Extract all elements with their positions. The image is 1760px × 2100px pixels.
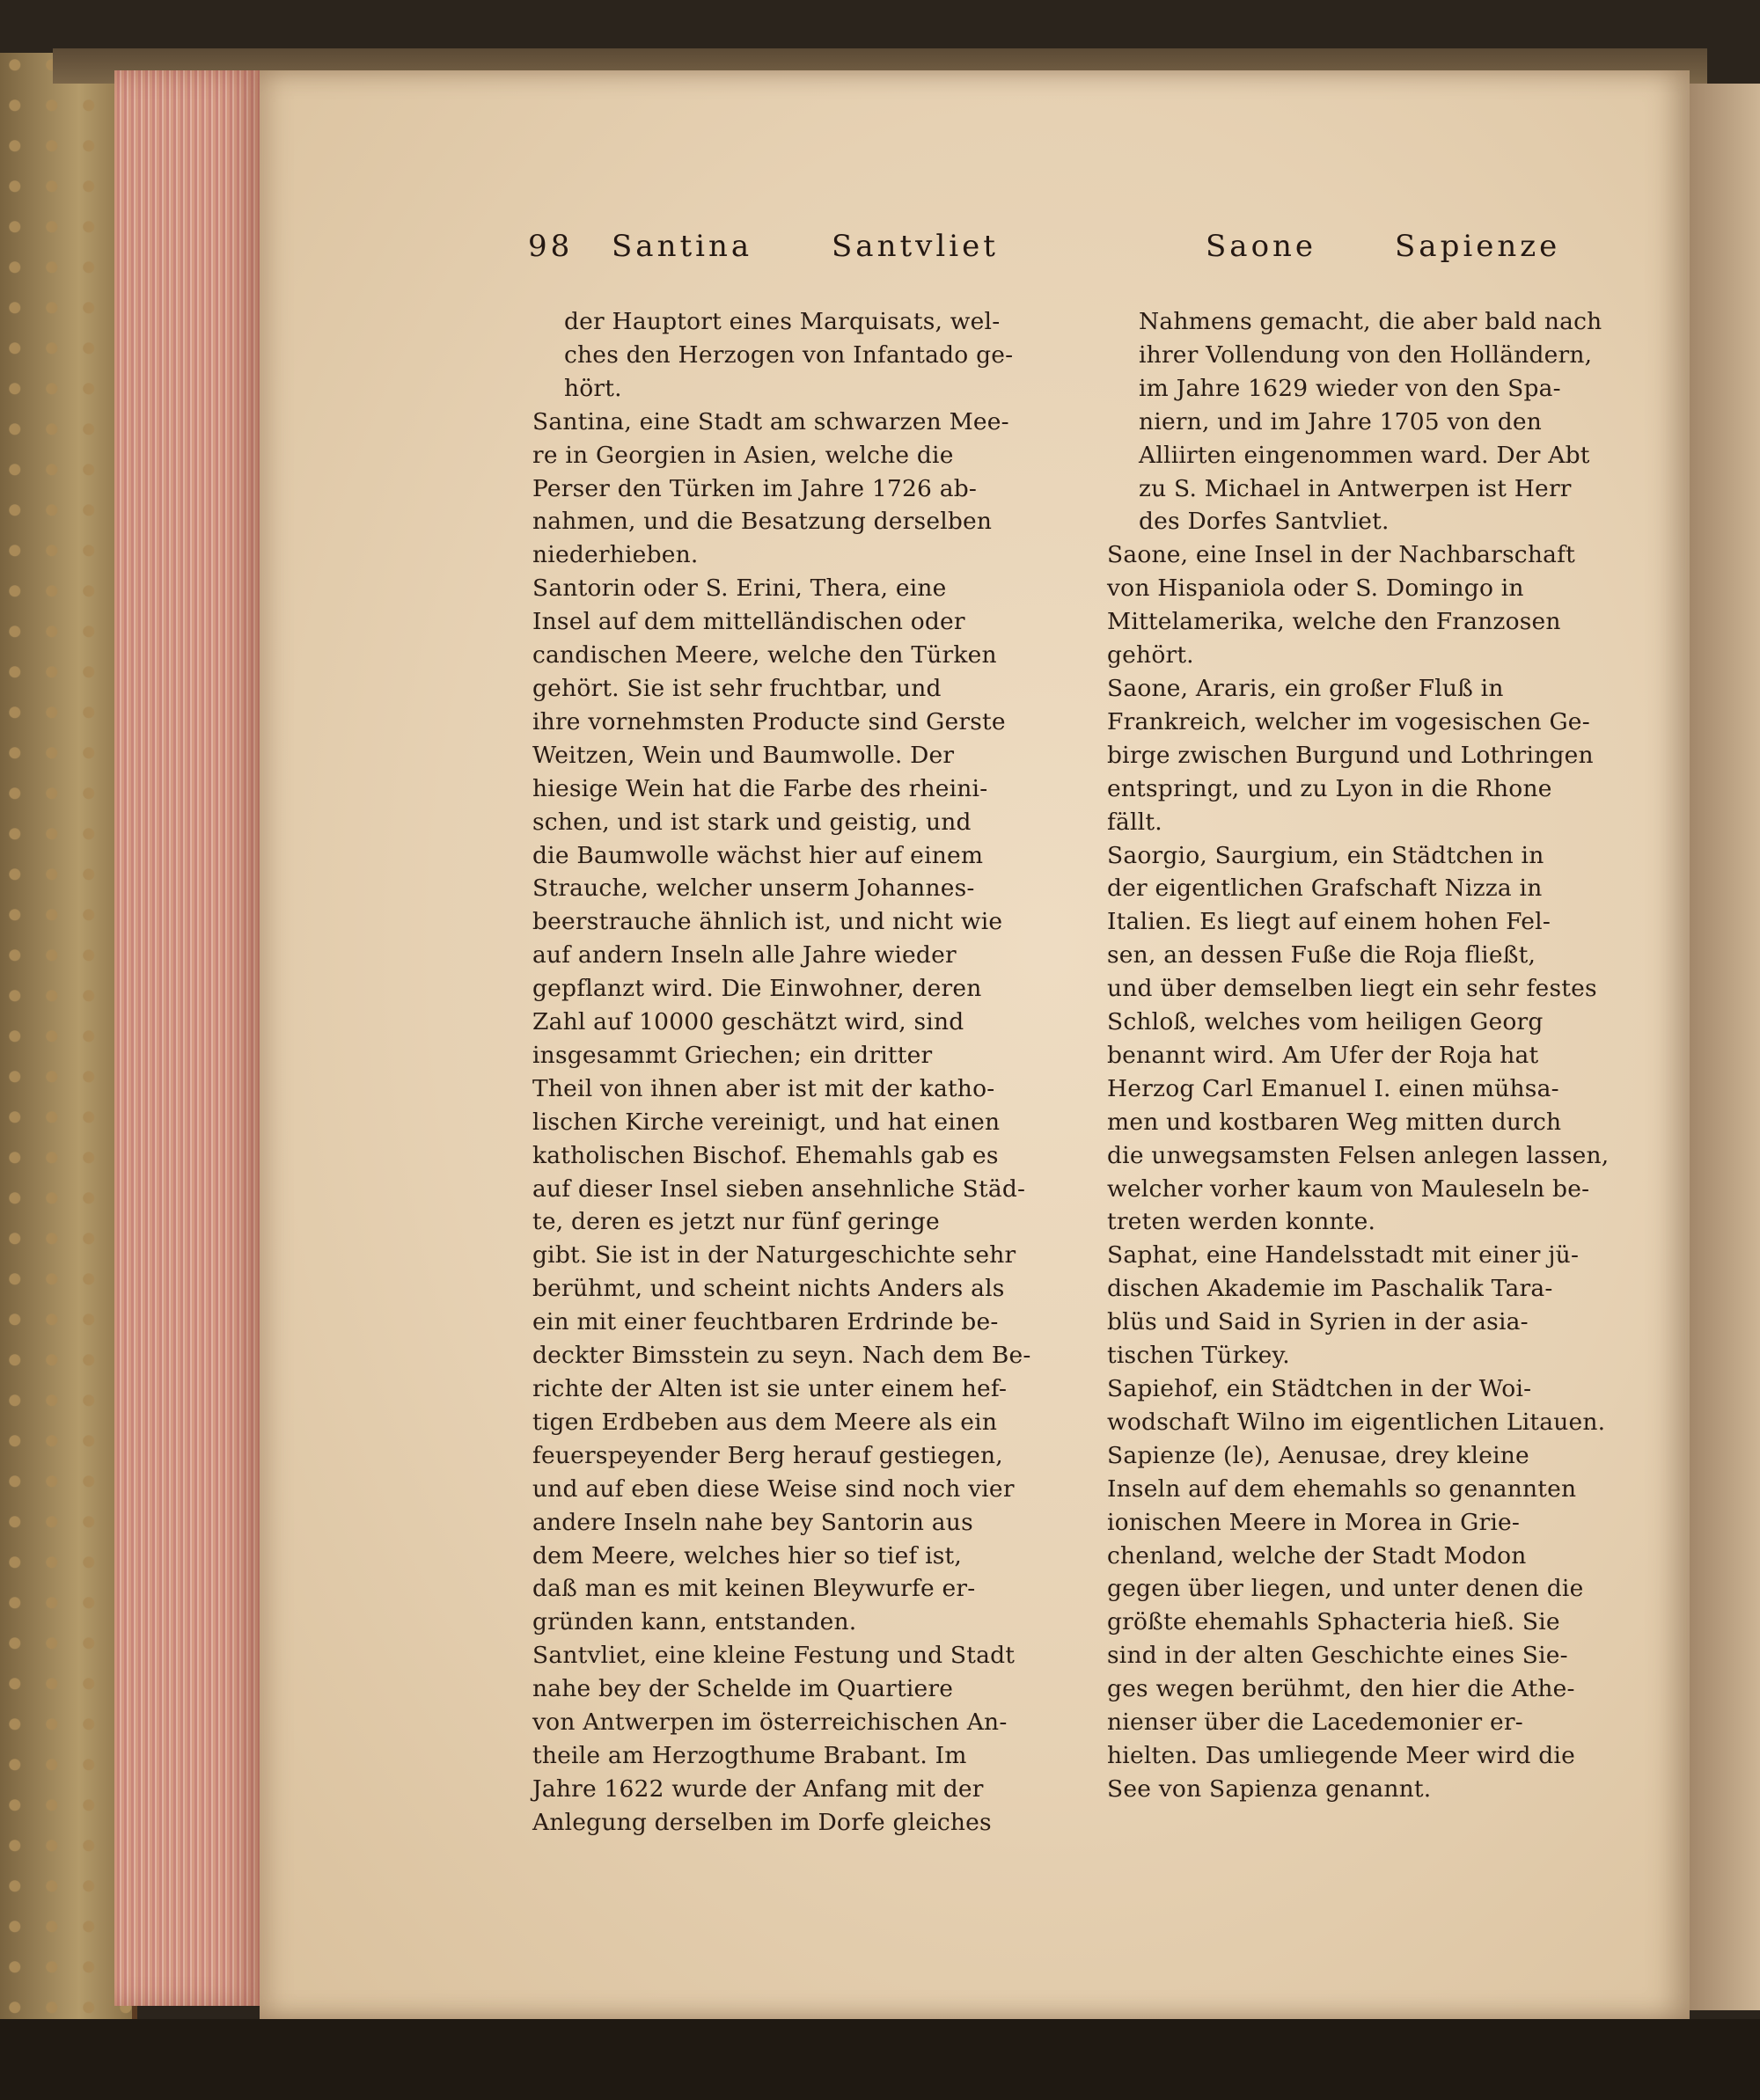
dictionary-entry <box>1107 305 1648 538</box>
right-guide-word-1: Saone <box>1206 229 1317 264</box>
text-line: des Dorfes Santvliet. <box>1139 508 1390 536</box>
text-line: Saorgio, Saurgium, ein Städtchen in <box>1107 841 1544 869</box>
dictionary-entry <box>1107 538 1648 672</box>
text-line: ein mit einer feuchtbaren Erdrinde be- <box>532 1308 999 1336</box>
text-line: fällt. <box>1107 808 1162 836</box>
text-line: te, deren es jetzt nur fünf geringe <box>532 1208 940 1236</box>
text-line: nahe bey der Schelde im Quartiere <box>532 1675 954 1703</box>
text-line: auf dieser Insel sieben ansehnliche Städ- <box>532 1174 1026 1203</box>
text-line: daß man es mit keinen Bleywurfe er- <box>532 1575 976 1603</box>
text-line: gepflanzt wird. Die Einwohner, deren <box>532 975 982 1003</box>
text-line: Frankreich, welcher im vogesischen Ge- <box>1107 707 1590 735</box>
text-column-left <box>532 305 1096 1840</box>
text-line: entspringt, und zu Lyon in die Rhone <box>1107 774 1552 802</box>
text-line: deckter Bimsstein zu seyn. Nach dem Be- <box>532 1342 1031 1370</box>
text-line: die Baumwolle wächst hier auf einem <box>532 841 984 869</box>
left-guide-word-2: Santvliet <box>832 229 999 264</box>
text-line: der eigentlichen Grafschaft Nizza in <box>1107 874 1543 903</box>
text-line: Weitzen, Wein und Baumwolle. Der <box>532 741 955 769</box>
dictionary-entry <box>532 1639 1096 1839</box>
text-line: richte der Alten ist sie unter einem hef- <box>532 1375 1008 1402</box>
text-line: gründen kann, entstanden. <box>532 1608 857 1636</box>
text-line: benannt wird. Am Ufer der Roja hat <box>1107 1041 1539 1069</box>
text-line: Inseln auf dem ehemahls so genannten <box>1107 1474 1577 1503</box>
text-line: von Hispaniola oder S. Domingo in <box>1107 574 1524 603</box>
text-line: ges wegen berühmt, den hier die Athe- <box>1107 1675 1575 1703</box>
dictionary-entry <box>1107 839 1648 1240</box>
text-line: candischen Meere, welche den Türken <box>532 641 997 670</box>
text-line: der Hauptort eines Marquisats, wel- <box>564 308 1001 335</box>
text-line: katholischen Bischof. Ehemahls gab es <box>532 1141 999 1169</box>
page-number: 98 <box>528 229 574 264</box>
text-line: hört. <box>564 374 622 402</box>
page-edges <box>114 70 264 2006</box>
text-line: ihrer Vollendung von den Holländern, <box>1139 340 1593 369</box>
text-line: Mittelamerika, welche den Franzosen <box>1107 608 1561 636</box>
text-line: Santvliet, eine kleine Festung und Stadt <box>532 1642 1016 1670</box>
dictionary-entry <box>1107 1239 1648 1372</box>
text-line: theile am Herzogthume Brabant. Im <box>532 1741 967 1769</box>
text-line: hiesige Wein hat die Farbe des rheini- <box>532 774 988 802</box>
dictionary-entry <box>532 572 1096 1639</box>
text-line: gegen über liegen, und unter denen die <box>1107 1575 1584 1603</box>
text-line: beerstrauche ähnlich ist, und nicht wie <box>532 908 1003 936</box>
running-header <box>528 229 1566 273</box>
text-line: Nahmens gemacht, die aber bald nach <box>1139 308 1602 335</box>
text-line: hielten. Das umliegende Meer wird die <box>1107 1741 1575 1769</box>
text-line: Italien. Es liegt auf einem hohen Fel- <box>1107 908 1551 936</box>
text-line: blüs und Said in Syrien in der asia- <box>1107 1308 1529 1336</box>
dictionary-entry <box>532 305 1096 406</box>
text-line: insgesammt Griechen; ein dritter <box>532 1041 933 1069</box>
text-line: größte ehemahls Sphacteria hieß. Sie <box>1107 1608 1560 1636</box>
text-line: Strauche, welcher unserm Johannes- <box>532 874 975 903</box>
background-bottom <box>0 2019 1760 2100</box>
text-line: Saphat, eine Handelsstadt mit einer jü- <box>1107 1241 1580 1270</box>
text-line: lischen Kirche vereinigt, und hat einen <box>532 1108 1001 1136</box>
text-line: treten werden konnte. <box>1107 1208 1376 1236</box>
text-line: Insel auf dem mittelländischen oder <box>532 608 965 636</box>
text-line: Santina, eine Stadt am schwarzen Mee- <box>532 407 1009 435</box>
dictionary-entry <box>532 406 1096 573</box>
text-line: nienser über die Lacedemonier er- <box>1107 1709 1523 1737</box>
text-line: Jahre 1622 wurde der Anfang mit der <box>532 1774 984 1803</box>
text-line: re in Georgien in Asien, welche die <box>532 441 954 469</box>
text-line: Herzog Carl Emanuel I. einen mühsa- <box>1107 1074 1559 1102</box>
text-line: niederhieben. <box>532 541 699 569</box>
text-line: schen, und ist stark und geistig, und <box>532 808 972 836</box>
text-line: Sapiehof, ein Städtchen in der Woi- <box>1107 1375 1532 1402</box>
right-guide-word-2: Sapienze <box>1395 229 1561 264</box>
text-line: gehört. Sie ist sehr fruchtbar, und <box>532 674 942 702</box>
text-line: andere Inseln nahe bey Santorin aus <box>532 1508 973 1536</box>
text-line: chenland, welche der Stadt Modon <box>1107 1541 1527 1570</box>
text-line: auf andern Inseln alle Jahre wieder <box>532 941 957 970</box>
text-line: sind in der alten Geschichte eines Sie- <box>1107 1642 1568 1670</box>
text-line: Saone, Araris, ein großer Fluß in <box>1107 674 1504 702</box>
text-line: tischen Türkey. <box>1107 1342 1290 1370</box>
text-line: Sapienze (le), Aenusae, drey kleine <box>1107 1441 1529 1469</box>
text-line: gehört. <box>1107 641 1194 670</box>
text-line: Zahl auf 10000 geschätzt wird, sind <box>532 1008 964 1036</box>
text-line: Anlegung derselben im Dorfe gleiches <box>532 1808 992 1836</box>
text-line: ionischen Meere in Morea in Grie- <box>1107 1508 1521 1536</box>
text-line: Theil von ihnen aber ist mit der katho- <box>532 1074 995 1102</box>
text-line: und über demselben liegt ein sehr festes <box>1107 975 1597 1003</box>
text-line: dem Meere, welches hier so tief ist, <box>532 1541 963 1570</box>
text-line: wodschaft Wilno im eigentlichen Litauen. <box>1107 1408 1606 1436</box>
text-line: men und kostbaren Weg mitten durch <box>1107 1108 1562 1136</box>
text-line: Schloß, welches vom heiligen Georg <box>1107 1008 1544 1036</box>
text-line: nahmen, und die Besatzung derselben <box>532 508 993 536</box>
left-guide-word-1: Santina <box>612 229 753 264</box>
text-line: von Antwerpen im österreichischen An- <box>532 1709 1008 1737</box>
dictionary-entry <box>1107 672 1648 839</box>
text-line: ches den Herzogen von Infantado ge- <box>564 340 1014 369</box>
text-line: gibt. Sie ist in der Naturgeschichte sehr <box>532 1241 1016 1270</box>
text-line: Santorin oder S. Erini, Thera, eine <box>532 574 947 603</box>
text-line: ihre vornehmsten Producte sind Gerste <box>532 707 1006 735</box>
text-line: zu S. Michael in Antwerpen ist Herr <box>1139 474 1572 502</box>
text-line: See von Sapienza genannt. <box>1107 1774 1432 1803</box>
text-line: Alliirten eingenommen ward. Der Abt <box>1139 441 1590 469</box>
text-line: tigen Erdbeben aus dem Meere als ein <box>532 1408 998 1436</box>
text-line: birge zwischen Burgund und Lothringen <box>1107 741 1594 769</box>
text-line: Perser den Türken im Jahre 1726 ab- <box>532 474 978 502</box>
text-line: feuerspeyender Berg herauf gestiegen, <box>532 1441 1003 1469</box>
text-line: niern, und im Jahre 1705 von den <box>1139 407 1543 435</box>
text-line: im Jahre 1629 wieder von den Spa- <box>1139 374 1561 402</box>
text-line: dischen Akademie im Paschalik Tara- <box>1107 1275 1553 1303</box>
text-line: Saone, eine Insel in der Nachbarschaft <box>1107 541 1575 569</box>
text-line: die unwegsamsten Felsen anlegen lassen, <box>1107 1141 1610 1169</box>
text-line: welcher vorher kaum von Mauleseln be- <box>1107 1174 1590 1203</box>
text-line: sen, an dessen Fuße die Roja fließt, <box>1107 941 1536 970</box>
dictionary-entry <box>1107 1372 1648 1439</box>
text-column-right <box>1107 305 1648 1806</box>
text-line: und auf eben diese Weise sind noch vier <box>532 1474 1015 1503</box>
dictionary-entry <box>1107 1439 1648 1806</box>
text-line: berühmt, und scheint nichts Anders als <box>532 1275 1005 1303</box>
adjacent-page-edge <box>1690 84 1760 2010</box>
